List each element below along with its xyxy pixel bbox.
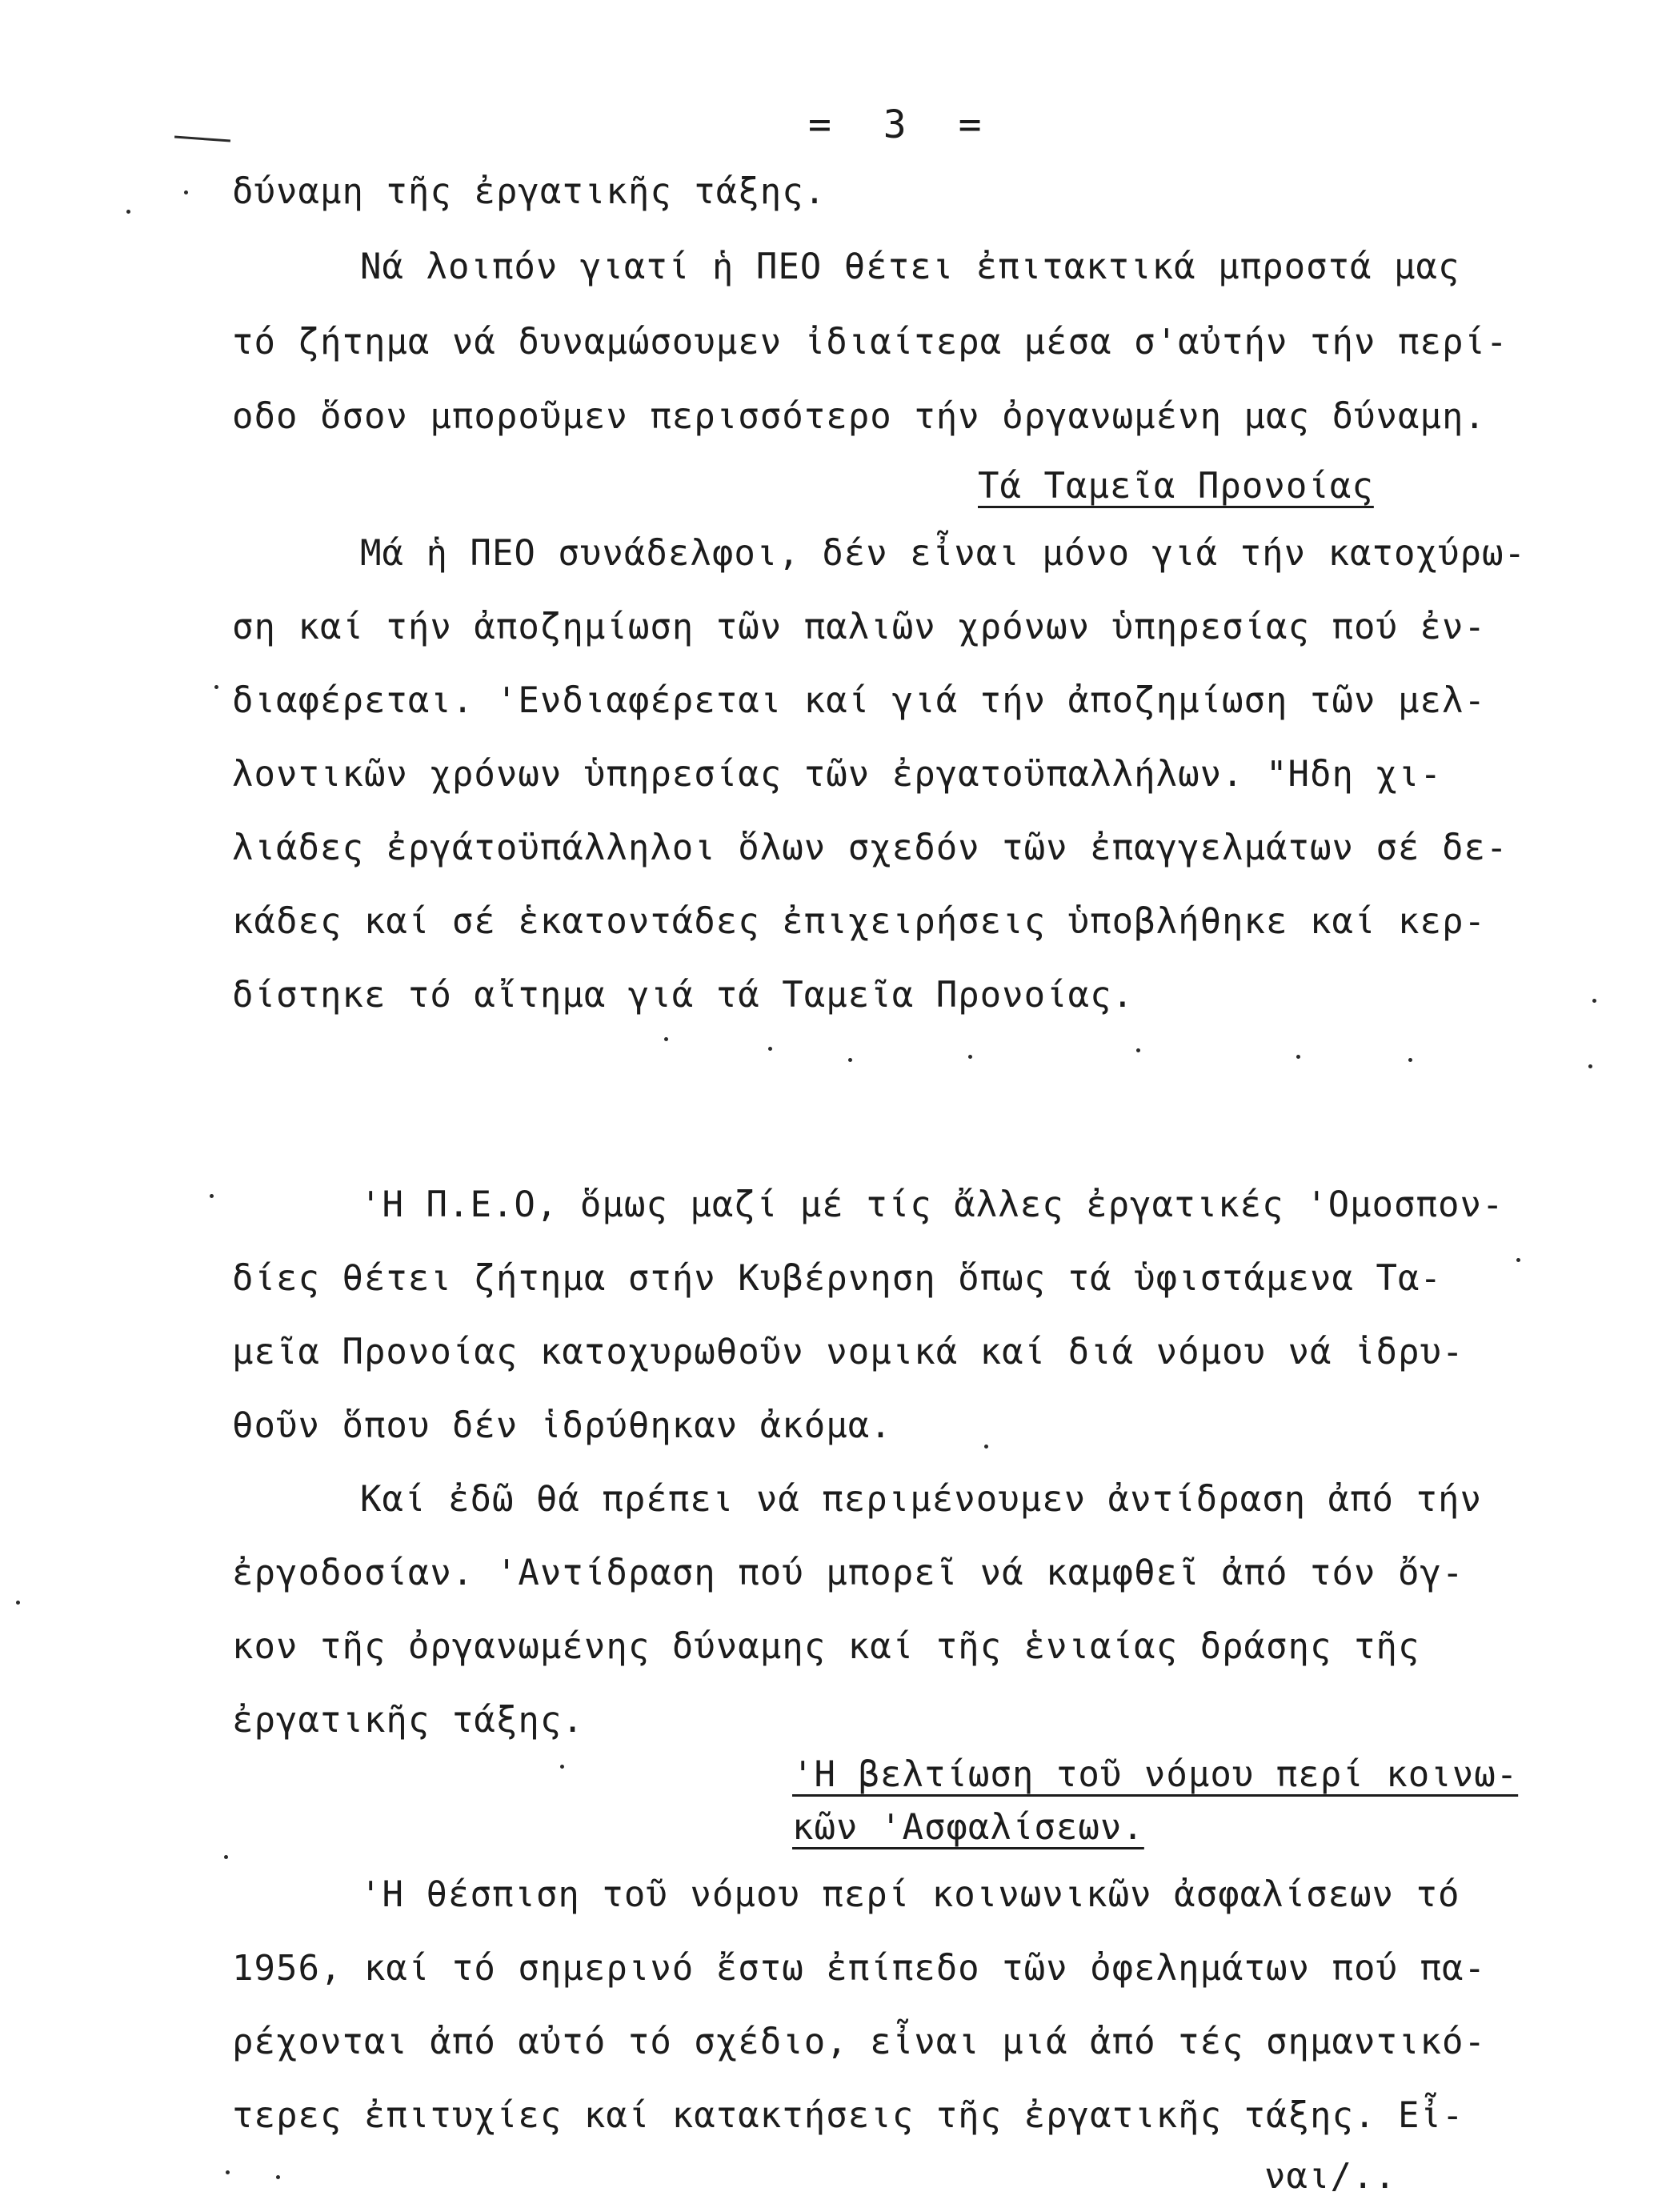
heading-social-insurance-line1: 'Η βελτίωση τοῦ νόμου περί κοινω- xyxy=(792,1754,1519,1795)
paragraph1-line2: Νά λοιπόν γιατί ἡ ΠΕΟ θέτει ἐπιτακτικά μπροστά μας xyxy=(360,246,1460,287)
page-number: = 3 = xyxy=(808,102,996,147)
paragraph2-line6: κάδες καί σέ ἑκατοντάδες ἐπιχειρήσεις ὑποβλήθηκε καί κερ- xyxy=(232,901,1486,942)
scan-speck xyxy=(16,1601,20,1605)
paragraph3-line2: δίες θέτει ζήτημα στήν Κυβέρνηση ὅπως τά ὑφιστάμενα Τα- xyxy=(232,1258,1442,1299)
paragraph2-line1: Μά ἡ ΠΕΟ συνάδελφοι, δέν εἶναι μόνο γιά τήν κατοχύρω- xyxy=(360,533,1526,574)
paragraph1-line1: δύναμη τῆς ἐργατικῆς τάξης. xyxy=(232,171,827,212)
scan-speck xyxy=(1592,999,1596,1003)
paragraph3-line3: μεῖα Προνοίας κατοχυρωθοῦν νομικά καί διά νόμου νά ἱδρυ- xyxy=(232,1332,1464,1372)
scan-speck xyxy=(848,1058,852,1062)
paragraph2-line4: λοντικῶν χρόνων ὑπηρεσίας τῶν ἐργατοϋπαλλήλων. "Ηδη χι- xyxy=(232,754,1442,795)
paragraph5-line4: τερες ἐπιτυχίες καί κατακτήσεις τῆς ἐργατικῆς τάξης. Εἶ- xyxy=(232,2095,1464,2136)
paragraph4-line4: ἐργατικῆς τάξης. xyxy=(232,1700,584,1741)
scan-speck xyxy=(184,190,188,194)
scan-speck xyxy=(226,2170,230,2174)
paragraph2-line2: ση καί τήν ἀποζημίωση τῶν παλιῶν χρόνων ὑπηρεσίας πού ἐν- xyxy=(232,607,1486,647)
scan-speck xyxy=(984,1445,988,1449)
paragraph2-line5: λιάδες ἐργάτοϋπάλληλοι ὅλων σχεδόν τῶν ἐπαγγελμάτων σέ δε- xyxy=(232,827,1508,868)
scan-speck xyxy=(1136,1048,1140,1052)
paragraph1-line4: οδο ὅσον μποροῦμεν περισσότερο τήν ὀργανωμένη μας δύναμη. xyxy=(232,396,1486,437)
scan-speck xyxy=(214,685,218,689)
paragraph5-line1: 'Η θέσπιση τοῦ νόμου περί κοινωνικῶν ἀσφαλίσεων τό xyxy=(360,1874,1460,1915)
scan-speck xyxy=(968,1055,972,1059)
scan-speck xyxy=(664,1037,668,1041)
paragraph3-line1: 'Η Π.Ε.Ο, ὅμως μαζί μέ τίς ἄλλες ἐργατικές 'Ομοσπον- xyxy=(360,1184,1504,1225)
scan-speck xyxy=(126,210,130,214)
scan-speck xyxy=(1588,1064,1592,1068)
paragraph2-line7: δίστηκε τό αἴτημα γιά τά Ταμεῖα Προνοίας. xyxy=(232,975,1135,1016)
heading-social-insurance-line2: κῶν 'Ασφαλίσεων. xyxy=(792,1807,1144,1848)
scan-speck xyxy=(1408,1058,1412,1062)
continuation-catchword: ναι/.. xyxy=(1264,2156,1396,2197)
scan-speck xyxy=(276,2175,280,2179)
scan-speck xyxy=(560,1765,564,1769)
paragraph4-line2: ἐργοδοσίαν. 'Αντίδραση πού μπορεῖ νά καμφθεῖ ἀπό τόν ὄγ- xyxy=(232,1553,1464,1593)
paragraph3-line4: θοῦν ὅπου δέν ἱδρύθηκαν ἀκόμα. xyxy=(232,1405,892,1446)
scan-speck xyxy=(1516,1258,1520,1262)
scan-speck xyxy=(224,1855,228,1859)
paragraph4-line1: Καί ἐδῶ θά πρέπει νά περιμένουμεν ἀντίδραση ἀπό τήν xyxy=(360,1479,1483,1520)
scan-speck xyxy=(768,1047,772,1051)
paragraph1-line3: τό ζήτημα νά δυναμώσουμεν ἰδιαίτερα μέσα σ'αὐτήν τήν περί- xyxy=(232,322,1508,363)
heading-provident-funds: Τά Ταμεῖα Προνοίας xyxy=(978,466,1374,507)
paragraph4-line3: κον τῆς ὀργανωμένης δύναμης καί τῆς ἑνιαίας δράσης τῆς xyxy=(232,1626,1420,1667)
scan-speck xyxy=(210,1194,214,1198)
scan-speck xyxy=(1296,1055,1300,1059)
paragraph2-line3: διαφέρεται. 'Ενδιαφέρεται καί γιά τήν ἀποζημίωση τῶν μελ- xyxy=(232,680,1486,721)
paragraph5-line2: 1956, καί τό σημερινό ἔστω ἐπίπεδο τῶν ὀφελημάτων πού πα- xyxy=(232,1948,1486,1989)
scan-mark xyxy=(174,136,230,142)
paragraph5-line3: ρέχονται ἀπό αὐτό τό σχέδιο, εἶναι μιά ἀπό τές σημαντικό- xyxy=(232,2022,1486,2062)
